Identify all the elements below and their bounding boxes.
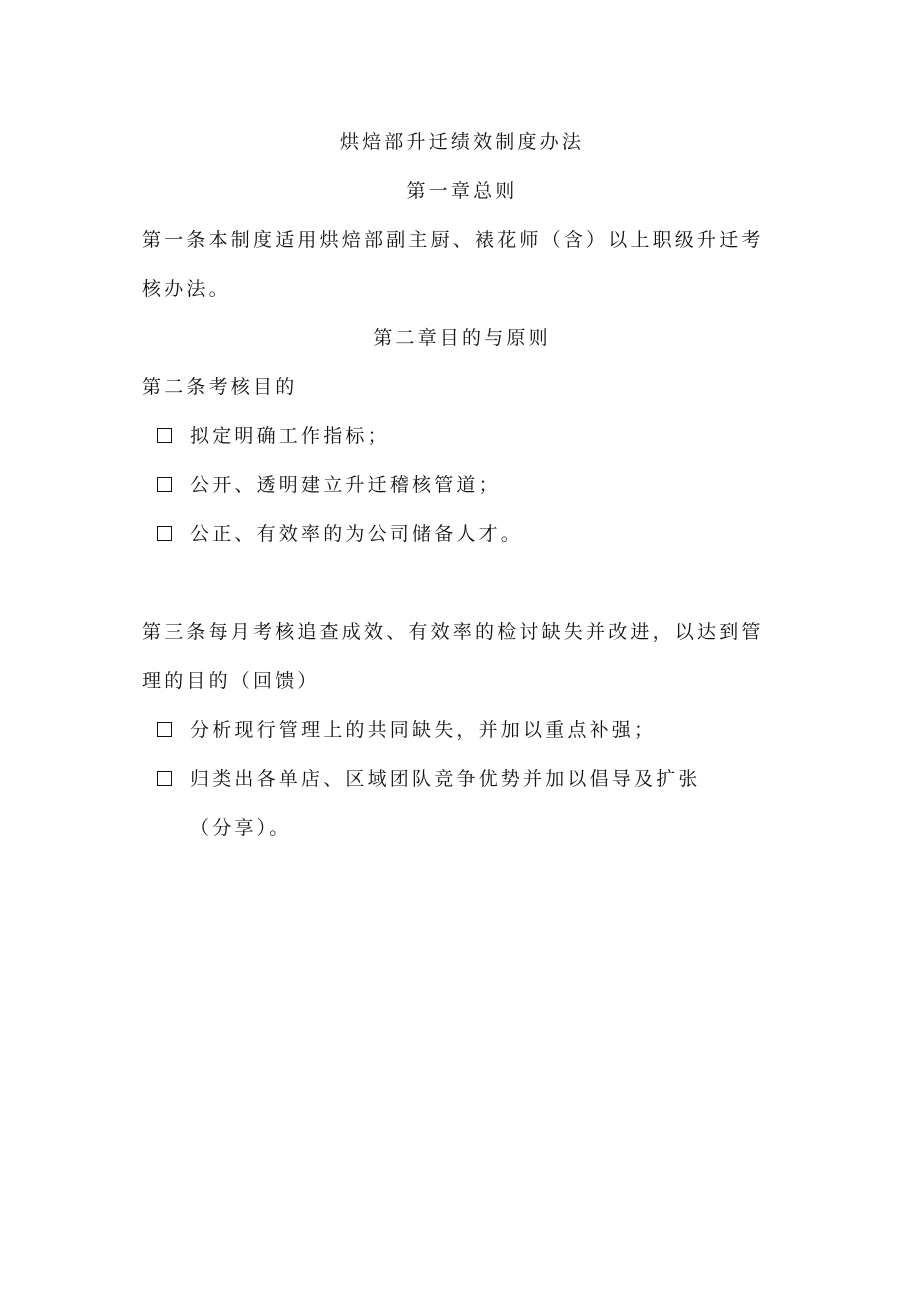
list-item <box>142 755 782 853</box>
article-3-text: 第三条每月考核追查成效、有效率的检讨缺失并改进，以达到管理的目的（回馈） <box>142 621 764 692</box>
list-item-text: 公开、透明建立升迁稽核管道； <box>190 474 501 496</box>
list-item <box>142 510 782 559</box>
checkbox-icon <box>157 428 172 443</box>
list-item-text: 分析现行管理上的共同缺失，并加以重点补强； <box>190 719 657 741</box>
document-title: 烘焙部升迁绩效制度办法 <box>339 131 585 153</box>
checkbox-icon <box>157 526 172 541</box>
checkbox-icon <box>157 771 172 786</box>
checkbox-icon <box>157 477 172 492</box>
list-item <box>142 461 782 510</box>
article-1-text: 第一条本制度适用烘焙部副主厨、裱花师（含）以上职级升迁考核办法。 <box>142 229 764 300</box>
paragraph-spacer <box>142 559 782 608</box>
article-2-heading: 第二条考核目的 <box>142 376 298 398</box>
list-item-text: 归类出各单店、区域团队竞争优势并加以倡导及扩张（分享）。 <box>190 768 701 839</box>
checkbox-icon <box>157 722 172 737</box>
chapter-1-heading: 第一章总则 <box>406 180 518 202</box>
list-item-text: 公正、有效率的为公司储备人才。 <box>190 523 524 545</box>
list-item <box>142 412 782 461</box>
chapter-2-heading: 第二章目的与原则 <box>373 327 551 349</box>
list-item <box>142 706 782 755</box>
list-item-text: 拟定明确工作指标； <box>190 425 390 447</box>
document-body <box>142 118 782 853</box>
